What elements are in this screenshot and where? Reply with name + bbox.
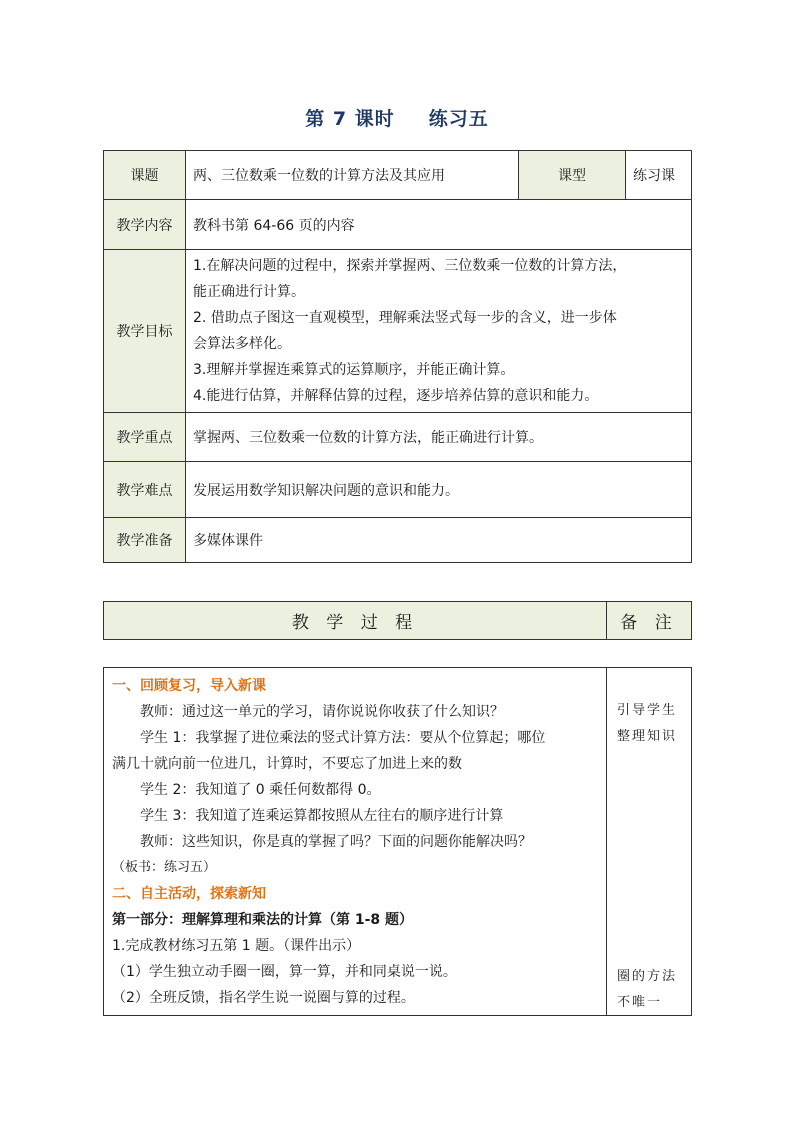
exercise-item: 1.完成教材练习五第 1 题。（课件出示） bbox=[112, 938, 361, 954]
content-value: 教科书第 64-66 页的内容 bbox=[186, 200, 692, 250]
subject-label: 课题 bbox=[104, 151, 186, 200]
preparation-value: 多媒体课件 bbox=[186, 518, 692, 563]
teacher-question: 教师：通过这一单元的学习，请你说说你收获了什么知识？ bbox=[140, 704, 504, 720]
difficulty-value: 发展运用数学知识解决问题的意识和能力。 bbox=[186, 462, 692, 518]
lesson-info-table bbox=[103, 150, 692, 563]
subject-value: 两、三位数乘一位数的计算方法及其应用 bbox=[186, 151, 519, 200]
goals-list bbox=[186, 250, 692, 413]
board-note: （板书：练习五） bbox=[112, 860, 217, 875]
student-answer: 学生 3：我知道了连乘运算都按照从左往右的顺序进行计算 bbox=[140, 808, 504, 824]
preparation-label: 教学准备 bbox=[104, 518, 186, 563]
process-header-table bbox=[103, 601, 692, 640]
note-organize: 引导学生 整理知识 bbox=[617, 703, 678, 744]
type-value: 练习课 bbox=[626, 151, 692, 200]
student-answer: 学生 2：我知道了 0 乘任何数都得 0。 bbox=[140, 782, 381, 798]
process-header: 教 学 过 程 bbox=[104, 602, 607, 640]
exercise-step: （2）全班反馈，指名学生说一说圈与算的过程。 bbox=[112, 990, 415, 1006]
part-one-title: 第一部分：理解算理和乘法的计算（第 1-8 题） bbox=[112, 912, 414, 928]
goal-line: 4.能进行估算，并解释估算的过程，逐步培养估算的意识和能力。 bbox=[193, 388, 599, 404]
notes-column bbox=[607, 668, 692, 1016]
page-title bbox=[0, 104, 794, 131]
goal-line: 2. 借助点子图这一直观模型，理解乘法竖式每一步的含义，进一步体 bbox=[193, 310, 617, 326]
process-table bbox=[103, 667, 692, 1016]
teacher-question: 教师：这些知识，你是真的掌握了吗？下面的问题你能解决吗？ bbox=[140, 834, 532, 850]
process-content bbox=[104, 668, 607, 1016]
exercise-step: （1）学生独立动手圈一圈，算一算，并和同桌说一说。 bbox=[112, 964, 457, 980]
lesson-number: 第 7 课时 bbox=[305, 108, 395, 130]
note-method: 圈的方法 不唯一 bbox=[617, 969, 678, 1010]
student-answer-cont: 满几十就向前一位进几，计算时，不要忘了加进上来的数 bbox=[112, 756, 462, 772]
section-review-title: 一、回顾复习，导入新课 bbox=[112, 678, 266, 694]
section-explore-title: 二、自主活动，探索新知 bbox=[112, 886, 266, 902]
notes-header: 备 注 bbox=[607, 602, 692, 640]
goal-line: 会算法多样化。 bbox=[193, 336, 291, 352]
key-point-value: 掌握两、三位数乘一位数的计算方法，能正确进行计算。 bbox=[186, 413, 692, 462]
goal-line: 1.在解决问题的过程中，探索并掌握两、三位数乘一位数的计算方法， bbox=[193, 258, 627, 274]
key-point-label: 教学重点 bbox=[104, 413, 186, 462]
type-label: 课型 bbox=[519, 151, 626, 200]
student-answer: 学生 1：我掌握了进位乘法的竖式计算方法：要从个位算起；哪位 bbox=[140, 730, 546, 746]
difficulty-label: 教学难点 bbox=[104, 462, 186, 518]
goal-line: 3.理解并掌握连乘算式的运算顺序，并能正确计算。 bbox=[193, 362, 515, 378]
goals-label: 教学目标 bbox=[104, 250, 186, 413]
goal-line: 能正确进行计算。 bbox=[193, 284, 305, 300]
content-label: 教学内容 bbox=[104, 200, 186, 250]
lesson-topic: 练习五 bbox=[428, 108, 489, 130]
